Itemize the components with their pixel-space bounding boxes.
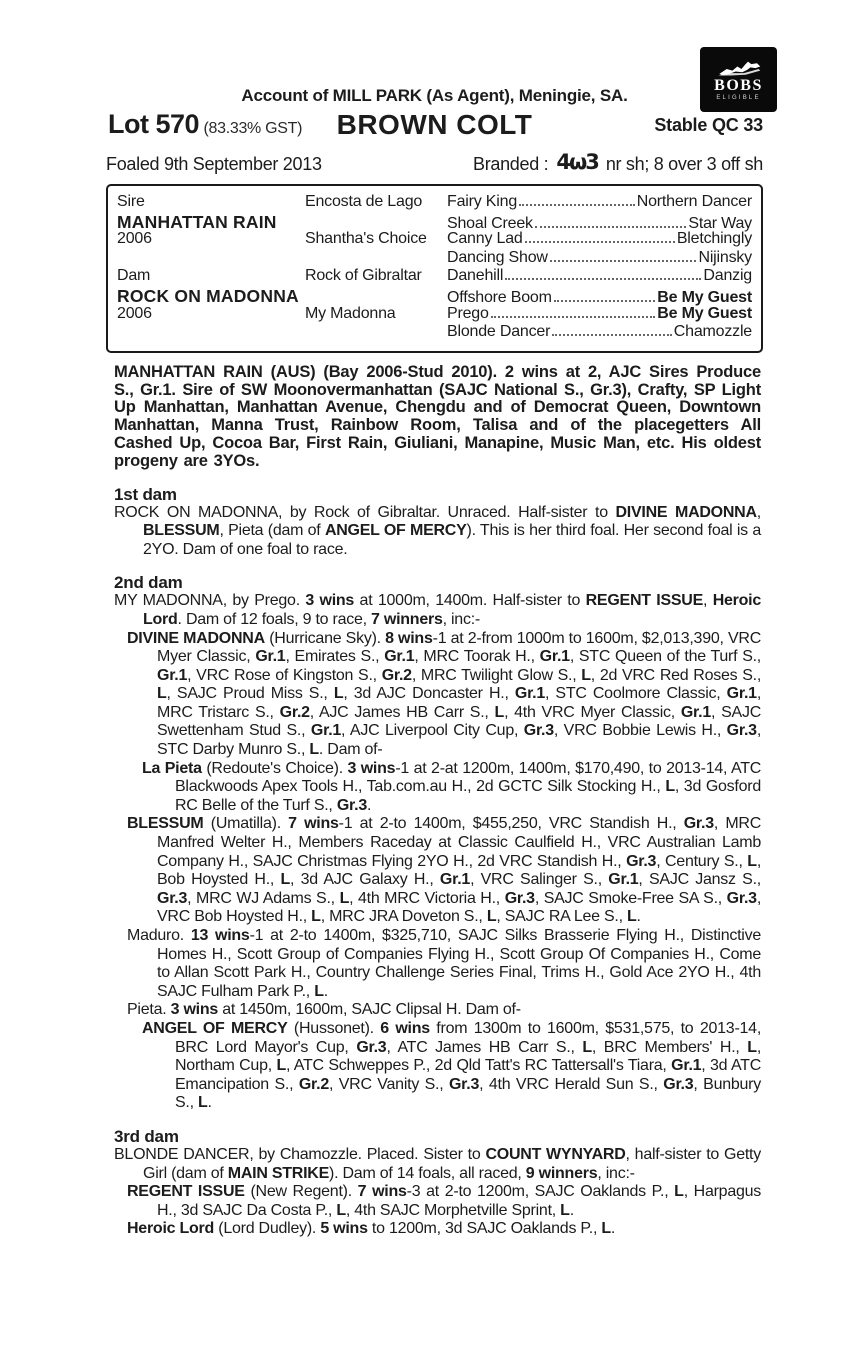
emphasis-text: L (336, 1201, 346, 1219)
emphasis-text: Gr.3 (726, 722, 757, 740)
emphasis-text: 7 winners (371, 610, 443, 628)
emphasis-text: Gr.2 (298, 1075, 329, 1093)
body-text: , VRC Bob Hoysted H., (157, 889, 762, 926)
emphasis-text: Heroic Lord (143, 592, 762, 628)
body-text: , MRC Tristarc S., (157, 685, 762, 721)
lot-gst: (83.33% GST) (203, 120, 303, 137)
body-text: -3 at 2-to 1200m, SAJC Oaklands P., (406, 1183, 675, 1201)
emphasis-text: 3 wins (170, 1001, 219, 1019)
body-text: (Redoute's Choice). (201, 759, 348, 777)
emphasis-text: Gr.3 (336, 796, 367, 814)
pedigree-row (117, 230, 752, 249)
emphasis-text: L (157, 685, 167, 703)
body-text: , Emirates S., (285, 648, 385, 666)
emphasis-text: ANGEL OF MERCY (324, 522, 467, 540)
body-text: , BRC Members' H., (591, 1038, 748, 1056)
ancestor-name-right: Bletchingly (676, 230, 752, 248)
body-text: , VRC Salinger S., (470, 871, 609, 889)
body-text: , 2d VRC Red Roses S., (590, 666, 762, 684)
body-text: ). Dam of 14 foals, all raced, (329, 1164, 526, 1182)
emphasis-text: 8 wins (385, 629, 433, 647)
pedigree-paragraph (114, 1146, 761, 1183)
body-text: . Dam of- (318, 741, 383, 759)
pedigree-ancestor-pair (447, 230, 752, 248)
pedigree-paragraph (114, 1220, 761, 1239)
pedigree-paragraph (114, 1001, 761, 1020)
body-text: , MRC Toorak H., (414, 648, 540, 666)
emphasis-text: L (665, 778, 675, 796)
emphasis-text: Gr.1 (608, 871, 639, 889)
emphasis-text: 7 wins (288, 815, 339, 833)
body-text: , SAJC Swettenham Stud S., (157, 703, 761, 740)
ancestor-name-left: Fairy King (447, 193, 518, 210)
emphasis-text: BLESSUM (143, 522, 220, 540)
ancestor-name-left: Blonde Dancer (447, 323, 551, 341)
body-text: , Harpagus H., 3d SAJC Da Costa P., (157, 1183, 762, 1219)
dam-section-heading: 3rd dam (114, 1126, 179, 1146)
body-text: (Lord Dudley). (214, 1220, 321, 1238)
leader-dots (525, 241, 675, 243)
ancestor-name-right: Chamozzle (673, 323, 752, 341)
pedigree-paragraph (114, 592, 761, 629)
body-text: , 3d Gosford RC Belle of the Turf S., (175, 778, 762, 814)
emphasis-text: L (333, 685, 344, 703)
body-text: . (636, 908, 641, 926)
branded-group (473, 151, 763, 175)
pedigree-paragraph (114, 1020, 761, 1113)
stable-number: Stable QC 33 (654, 115, 763, 135)
body-text: (Hussonet). (287, 1019, 381, 1037)
ancestor-name-right: Be My Guest (657, 288, 752, 306)
body-text: , AJC Liverpool City Cup, (341, 722, 524, 740)
emphasis-text: L (582, 1038, 592, 1056)
account-line: Account of MILL PARK (As Agent), Meningie, SA. (241, 86, 628, 105)
body-text: , SAJC RA Lee S., (496, 908, 628, 926)
leader-dots (552, 334, 672, 336)
pedigree-horse-name: MANHATTAN RAIN (117, 211, 277, 232)
pedigree-row (117, 212, 752, 231)
emphasis-text: Gr.3 (663, 1075, 694, 1093)
emphasis-text: Gr.3 (726, 889, 757, 907)
pedigree-generation-label: Dam (117, 267, 151, 285)
page-content (106, 86, 763, 1239)
emphasis-text: L (747, 1038, 757, 1056)
bobs-logo-subtitle: ELIGIBLE (716, 94, 761, 101)
dam-section-heading: 1st dam (114, 484, 177, 504)
body-text: (Hurricane Sky). (264, 629, 386, 647)
body-text: Maduro. (127, 927, 191, 944)
leader-dots (554, 300, 656, 302)
brand-location: nr sh; 8 over 3 off sh (605, 154, 763, 174)
body-text: . Dam of 12 foals, 9 to race, (177, 610, 372, 628)
pedigree-ancestor-pair (447, 267, 752, 285)
emphasis-text: MAIN STRIKE (227, 1164, 330, 1182)
emphasis-text: L (581, 666, 591, 684)
body-text: -1 at 2-from 1000m to 1600m, $2,013,390, VRC Myer Classic, (157, 629, 761, 666)
bobs-logo-title: BOBS (714, 76, 763, 94)
body-text: , MRC Twilight Glow S., (411, 666, 582, 684)
emphasis-text: 13 wins (190, 927, 250, 944)
sire-summary (106, 364, 763, 471)
body-text: , Northam Cup, (175, 1038, 762, 1075)
emphasis-text: Gr.3 (356, 1038, 387, 1056)
pedigree-parent-name: Rock of Gibraltar (305, 267, 422, 285)
horse-type-title: BROWN COLT (336, 109, 533, 140)
body-text: , Pieta (dam of (219, 522, 325, 540)
body-text: , AJC James HB Carr S., (309, 703, 495, 721)
body-text: -1 at 2-at 1200m, 1400m, $170,490, to 2013-14, ATC Blackwoods Apex Tools H., Tab.com.au H., 2d GCTC Silk Stocking H., (175, 759, 762, 796)
emphasis-text: L (601, 1220, 611, 1238)
body-text: , 4th MRC Victoria H., (349, 889, 505, 907)
body-text: . (323, 982, 328, 1000)
emphasis-text: Gr.3 (448, 1075, 480, 1093)
emphasis-text: Gr.3 (504, 889, 535, 907)
body-text: , 4th SAJC Morphetville Sprint, (345, 1201, 561, 1219)
emphasis-text: ANGEL OF MERCY (142, 1019, 288, 1037)
pedigree-row (117, 249, 752, 268)
pedigree-parent-name: My Madonna (305, 304, 396, 322)
body-text: ROCK ON MADONNA, by Rock of Gibraltar. Unraced. Half-sister to (114, 503, 616, 521)
body-text: , 4th VRC Herald Sun S., (479, 1075, 664, 1093)
emphasis-text: Gr.1 (255, 648, 286, 666)
emphasis-text: Gr.3 (157, 889, 188, 907)
ancestor-name-right: Danzig (703, 267, 752, 285)
body-text: , 3d AJC Galaxy H., (290, 871, 440, 889)
emphasis-text: L (339, 889, 350, 907)
emphasis-text: Gr.1 (157, 666, 188, 684)
body-text: from 1300m to 1600m, $531,575, to 2013-14, BRC Lord Mayor's Cup, (175, 1019, 762, 1056)
body-text: . (569, 1201, 574, 1219)
pedigree-parent-name: Encosta de Lago (305, 193, 423, 210)
body-text: , half-sister to Getty Girl (dam of (143, 1145, 762, 1182)
body-text: . (207, 1094, 212, 1112)
emphasis-text: L (198, 1094, 208, 1112)
emphasis-text: Gr.2 (381, 666, 412, 684)
emphasis-text: 3 wins (305, 592, 355, 610)
emphasis-text: Gr.3 (523, 722, 554, 740)
ancestor-name-left: Offshore Boom (447, 288, 552, 306)
pedigree-paragraph (114, 927, 761, 1001)
body-text: , Century S., (656, 852, 748, 870)
body-text: , SAJC Jansz S., (638, 871, 761, 889)
ancestor-name-right: Northern Dancer (636, 193, 752, 210)
branded-label: Branded : (472, 154, 549, 174)
emphasis-text: REGENT ISSUE (585, 592, 704, 610)
emphasis-text: L (311, 908, 321, 926)
ancestor-name-right: Star Way (688, 214, 752, 232)
emphasis-text: L (747, 852, 757, 870)
dam-sections (106, 486, 763, 1239)
pedigree-row (117, 305, 752, 324)
body-text: , SAJC Proud Miss S., (166, 685, 334, 703)
emphasis-text: Gr.1 (514, 685, 546, 703)
body-text: , STC Queen of the Turf S., (569, 648, 762, 666)
emphasis-text: 3 wins (347, 759, 396, 777)
body-text: , VRC Bobbie Lewis H., (553, 722, 727, 740)
emphasis-text: Gr.1 (680, 703, 711, 721)
foaled-row (106, 151, 763, 175)
pedigree-generation-label: 2006 (117, 304, 152, 322)
body-text: , Bob Hoysted H., (157, 852, 762, 889)
body-text: , MRC JRA Doveton S., (320, 908, 487, 926)
pedigree-row (117, 286, 752, 305)
emphasis-text: 5 wins (320, 1220, 368, 1238)
emphasis-text: BLESSUM (127, 815, 204, 833)
leader-dots (505, 278, 701, 280)
pedigree-paragraph (114, 815, 761, 927)
emphasis-text: Gr.1 (726, 685, 757, 703)
pedigree-paragraph (114, 760, 761, 816)
body-text: . (366, 796, 372, 814)
foaled-date: Foaled 9th September 2013 (106, 154, 322, 174)
body-text: MY MADONNA, by Prego. (114, 592, 306, 610)
ancestor-name-right: Nijinsky (698, 248, 752, 266)
pedigree-row (117, 267, 752, 286)
body-text: . (610, 1220, 616, 1238)
body-text: , 3d AJC Doncaster H., (343, 685, 515, 703)
emphasis-text: Gr.2 (279, 703, 310, 721)
emphasis-text: La Pieta (142, 759, 202, 777)
body-text: , (756, 503, 761, 521)
ancestor-name-right: Be My Guest (657, 304, 752, 322)
body-text: (Umatilla). (203, 815, 289, 833)
pedigree-table (106, 184, 763, 353)
pedigree-ancestor-pair (447, 193, 752, 211)
pedigree-paragraph (114, 504, 761, 560)
pedigree-paragraph (114, 1183, 761, 1220)
lot-row (106, 109, 763, 143)
pedigree-generation-label: 2006 (117, 230, 152, 248)
emphasis-text: 6 wins (380, 1019, 430, 1037)
emphasis-text: DIVINE MADONNA (615, 503, 757, 521)
emphasis-text: L (674, 1183, 684, 1201)
emphasis-text: Gr.1 (671, 1057, 702, 1075)
leader-dots (535, 226, 687, 228)
leader-dots (550, 260, 697, 262)
emphasis-text: L (280, 871, 290, 889)
body-text: , 3d ATC Emancipation S., (175, 1057, 762, 1093)
body-text: , STC Coolmore Classic, (545, 685, 727, 703)
emphasis-text: Gr.1 (310, 722, 342, 740)
ancestor-name-left: Canny Lad (447, 230, 523, 248)
pedigree-ancestor-pair (447, 249, 752, 267)
emphasis-text: MANHATTAN RAIN (AUS) (Bay 2006-Stud 2010). 2 wins at 2, AJC Sires Produce S., Gr.1. Sire of SW Moonovermanhattan (SAJC National S., Gr.3), Crafty, SP Light Up Manhattan, Manhattan Avenue, Chengdu and of Democrat Queen, Downtown Manhattan, Manna Trust, Rainbow Room, Talisa and of the placegetters All Cashed Up, Cocoa Bar, First Rain, Giuliani, Manapine, Music Man, etc. His oldest progeny are 3YOs. (114, 362, 761, 470)
pedigree-horse-name: ROCK ON MADONNA (117, 285, 299, 306)
body-text: -1 at 2-to 1400m, $325,710, SAJC Silks Brasserie Flying H., Distinctive Homes H., Scott Group of Companies Flying H., Scott Group Of Companies H., Come to Allan Scott Park H., Country Challenge Series Final, Trims H., Gold Ace 2YO H., 4th SAJC Fulham Park P., (157, 927, 761, 1000)
emphasis-text: L (314, 982, 324, 1000)
body-text: , 4th VRC Myer Classic, (504, 703, 681, 721)
emphasis-text: 9 winners (525, 1164, 598, 1182)
emphasis-text: 7 wins (357, 1183, 407, 1201)
emphasis-text: Heroic Lord (127, 1220, 215, 1238)
body-text: , ATC James HB Carr S., (386, 1038, 583, 1056)
emphasis-text: L (627, 908, 637, 926)
emphasis-text: Gr.1 (539, 648, 570, 666)
emphasis-text: REGENT ISSUE (127, 1183, 245, 1201)
body-text: , VRC Rose of Kingston S., (187, 666, 382, 684)
dam-section-heading: 2nd dam (114, 573, 183, 593)
body-text: BLONDE DANCER, by Chamozzle. Placed. Sister to (114, 1145, 486, 1163)
body-text: , SAJC Smoke-Free SA S., (534, 889, 727, 907)
body-text: (New Regent). (244, 1183, 358, 1201)
emphasis-text: Gr.1 (384, 648, 415, 666)
emphasis-text: Gr.3 (683, 815, 714, 833)
body-text: , Bunbury S., (175, 1075, 761, 1112)
pedigree-ancestor-pair (447, 305, 752, 323)
pedigree-row (117, 193, 752, 212)
pedigree-parent-name: Shantha's Choice (305, 230, 427, 248)
emphasis-text: COUNT WYNYARD (485, 1145, 626, 1163)
emphasis-text: Gr.1 (439, 871, 471, 889)
leader-dots (519, 204, 635, 206)
emphasis-text: L (494, 703, 505, 721)
ancestor-name-left: Dancing Show (447, 248, 548, 266)
leader-dots (491, 316, 656, 318)
ancestor-name-left: Prego (447, 304, 489, 322)
emphasis-text: DIVINE MADONNA (127, 629, 265, 647)
emphasis-text: L (276, 1057, 286, 1075)
pedigree-paragraph (114, 630, 761, 760)
body-text: -1 at 2-to 1400m, $455,250, VRC Standish H., (338, 815, 684, 833)
brand-mark: 4ω3 (556, 150, 598, 174)
body-text: at 1000m, 1400m. Half-sister to (354, 592, 586, 610)
emphasis-text: L (309, 741, 319, 759)
body-text: ). This is her third foal. Her second foal is a 2YO. Dam of one foal to race. (143, 522, 761, 558)
body-text: , inc:- (442, 610, 480, 628)
body-text: to 1200m, 3d SAJC Oaklands P., (367, 1220, 602, 1238)
ancestor-name-left: Shoal Creek (447, 214, 533, 232)
body-text: , inc:- (597, 1164, 635, 1182)
ancestor-name-left: Danehill (447, 267, 504, 285)
pedigree-row (117, 323, 752, 342)
body-text: , STC Darby Munro S., (157, 722, 762, 759)
body-text: , MRC Manfred Welter H., Members Raceday at Classic Caulfield H., VRC Australian Lamb Company H., SAJC Christmas Flying 2YO H., 2d VRC Standish H., (157, 815, 762, 870)
emphasis-text: L (560, 1201, 570, 1219)
lot-number: Lot 570 (108, 109, 200, 139)
body-text: at 1450m, 1600m, SAJC Clipsal H. Dam of- (218, 1001, 521, 1019)
horse-icon (713, 60, 765, 78)
body-text: Pieta. (127, 1001, 171, 1019)
body-text: , VRC Vanity S., (328, 1075, 449, 1093)
pedigree-generation-label: Sire (117, 193, 145, 210)
pedigree-ancestor-pair (447, 323, 752, 341)
emphasis-text: Gr.3 (626, 852, 657, 870)
body-text: , ATC Schweppes P., 2d Qld Tatt's RC Tattersall's Tiara, (285, 1057, 672, 1075)
emphasis-text: L (486, 908, 497, 926)
body-text: , (703, 592, 713, 610)
body-text: , MRC WJ Adams S., (187, 889, 340, 907)
